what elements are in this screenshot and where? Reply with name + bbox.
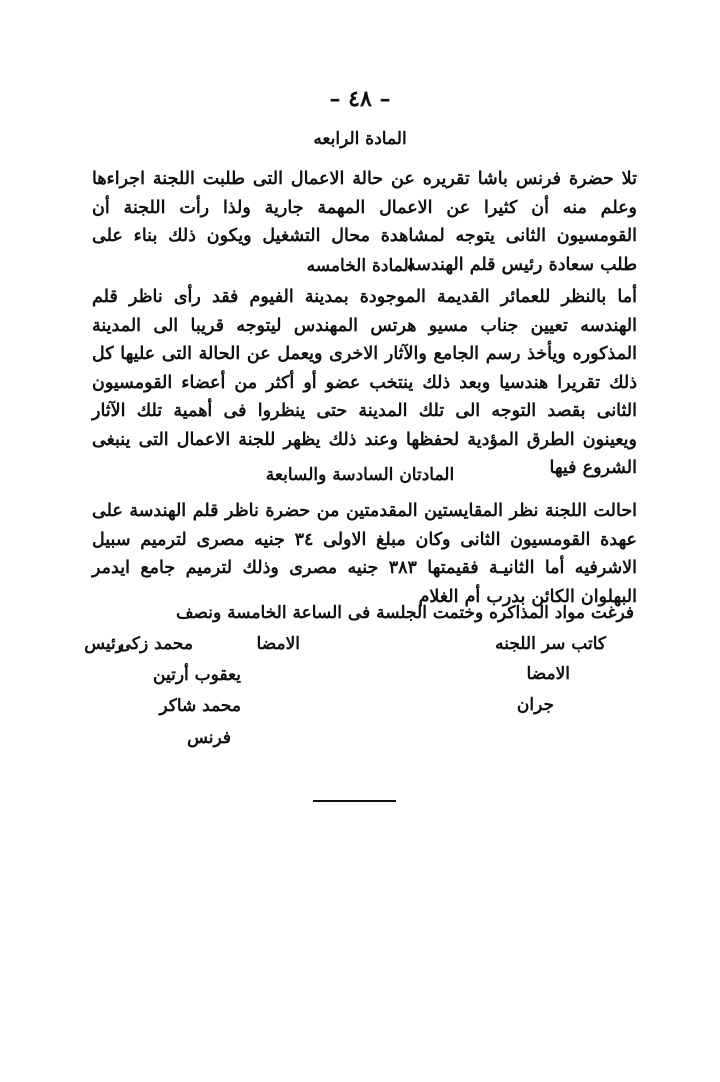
member-signature: فرنس	[187, 728, 231, 748]
president-title: رئيس	[84, 634, 124, 654]
section-heading: المادة الخامسه	[306, 256, 414, 276]
section-heading: المادتان السادسة والسابعة	[265, 465, 455, 485]
page-number: – ٤٨ –	[329, 86, 391, 112]
section-text: تلا حضرة فرنس باشا تقريره عن حالة الاعمال التى طلبت اللجنة اجراءها وعلم منه أن كثيرا عن الاعمال المهمة جارية ولذا رأت اللجنة أن القومسيون الثانى يتوجه لمشاهدة محال التشغيل ويكون ذلك بناء على طلب سعادة رئيس قلم الهندسه	[92, 169, 637, 275]
signature-label: الامضا	[256, 634, 300, 654]
section-text: أما بالنظر للعمائر القديمة الموجودة بمدينة الفيوم فقد رأى ناظر قلم الهندسه تعيين جناب مسيو هرتس المهندس ليتوجه قريبا الى المدينة المذكوره ويأخذ رسم الجامع والآثار الاخرى ويعمل عن الحالة التى عليها كل ذلك تقريرا هندسيا وبعد ذلك ينتخب عضو أو أكثر من أعضاء القومسيون الثانى بقصد التوجه الى تلك المدينة حتى ينظروا فى أهمية تلك الآثار ويعينون الطرق المؤدية لحفظها وعند ذلك يظهر للجنة الاعمال التى ينبغى الشروع فيها	[92, 287, 637, 478]
member-signature: محمد شاكر	[159, 696, 241, 716]
president-name: محمد زكى	[117, 634, 193, 654]
secretary-title: كاتب سر اللجنه	[495, 634, 606, 654]
member-signature: يعقوب أرتين	[153, 665, 241, 685]
section-text: احالت اللجنة نظر المقايستين المقدمتين من حضرة ناظر قلم الهندسة على عهدة القومسيون الثانى وكان مبلغ الاولى ٣٤ جنيه مصرى لترميم سبيل الاشرفيه أما الثانيـة فقيمتها ٣٨٣ جنيه مصرى وذلك لترميم جامع ايدمر البهلوان الكائن بدرب أم الغلام	[92, 501, 637, 607]
secretary-name: جران	[516, 695, 554, 715]
end-rule	[313, 800, 396, 802]
section-heading: المادة الرابعه	[313, 129, 407, 149]
secretary-signature-label: الامضا	[526, 664, 570, 684]
closing-line: فرغت مواد المذاكره وختمت الجلسة فى الساعة الخامسة ونصف	[175, 603, 634, 623]
